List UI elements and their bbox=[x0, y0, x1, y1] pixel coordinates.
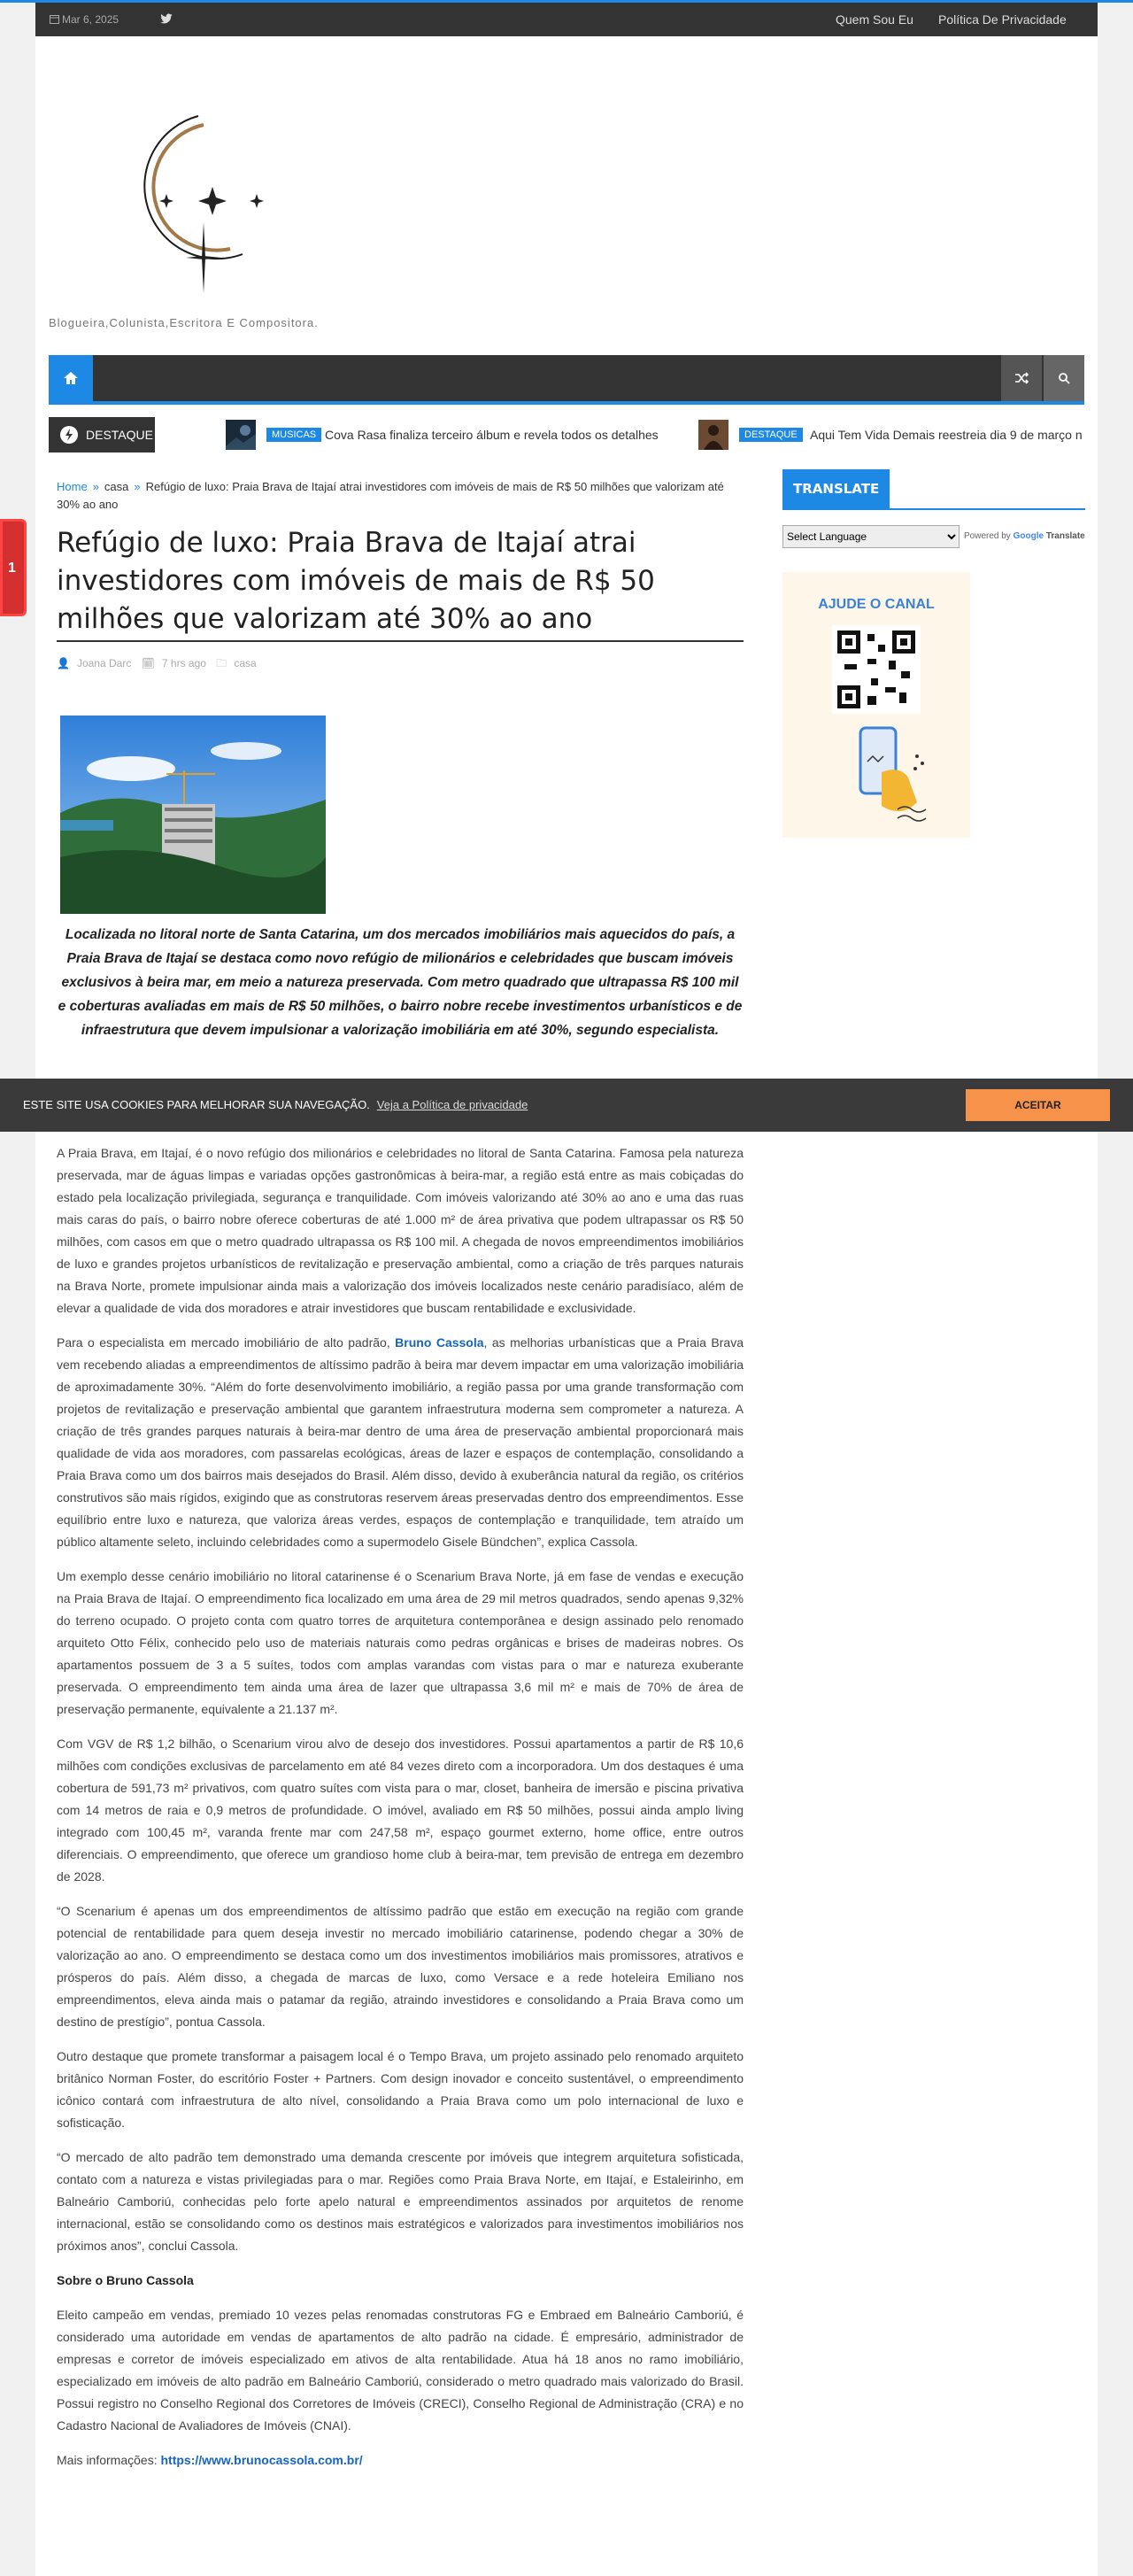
breadcrumb-separator-icon: » bbox=[92, 480, 99, 493]
top-bar bbox=[35, 3, 1098, 36]
ticker-label-text: DESTAQUE bbox=[86, 428, 153, 442]
article-paragraph: “O mercado de alto padrão tem demonstrado uma demanda crescente por imóveis que integrem arquitetura sofisticada, contato com a natureza e vistas privilegiadas para o mar. Regiões como Praia Brava Norte, em Itajaí, e Estaleirinho, em Balneário Camboriú, conhecidas pelo forte apelo natural e empreendimentos assinados por arquitetos de renome internacional, estão se consolidando como os destinos mais estratégicos e valorizados para investimentos imobiliários nos próximos anos”, conclui Cassola. bbox=[57, 2150, 744, 2253]
breadcrumb bbox=[57, 478, 744, 514]
translate-link[interactable]: Translate bbox=[1045, 531, 1085, 541]
article-body bbox=[57, 1142, 744, 2484]
more-info-label: Mais informações: bbox=[57, 2453, 161, 2467]
powered-by-google bbox=[964, 531, 1085, 541]
cookie-banner bbox=[0, 1079, 1133, 1132]
ticker-thumbnail bbox=[226, 420, 256, 450]
article-lead: Localizada no litoral norte de Santa Catarina, um dos mercados imobiliários mais aquecidos do país, a Praia Brava de Itajaí se destaca como novo refúgio de milionários e celebridades que buscam imóveis exclusivos à beira mar, em meio a natureza preservada. Com metro quadrado que ultrapassa R$ 100 mil e coberturas avaliadas em mais de R$ 50 milhões, o bairro nobre recebe investimentos urbanísticos e de infraestrutura que devem impulsionar a valorização imobiliária em até 30%, segundo especialista. bbox=[58, 927, 743, 1038]
banner-title: AJUDE O CANAL bbox=[818, 597, 935, 612]
author-icon: 👤 bbox=[57, 657, 70, 669]
article-paragraph: Eleito campeão em vendas, premiado 10 vezes pelas renomadas construtoras FG e Embraed em Balneário Camboriú, é considerado uma autoridade em vendas de apartamentos de alto padrão na cidade. É empresário, administrador de empresas e corretor de imóveis especializado em ativos de alta rentabilidade. Atua há 18 anos no ramo imobiliário, especializado em imóveis de alto padrão em Balneário Camboriú, considerado o metro quadrado mais valorizado do Brasil. Possui registro no Conselho Regional dos Corretores de Imóveis (CRECI), Conselho Regional de Administração (CRA) e no Cadastro Nacional de Avaliadores de Imóveis (CNAI). bbox=[57, 2308, 744, 2433]
article-author[interactable]: Joana Darc bbox=[76, 657, 132, 669]
google-logo[interactable]: Google bbox=[1013, 531, 1044, 541]
article-category[interactable]: casa bbox=[234, 657, 257, 669]
home-icon bbox=[62, 369, 80, 387]
support-channel-banner[interactable] bbox=[782, 572, 970, 838]
date-display bbox=[50, 13, 119, 26]
home-button[interactable] bbox=[49, 355, 93, 401]
nav-link-privacy-policy[interactable]: Política De Privacidade bbox=[938, 12, 1067, 27]
folder-icon: 🗀 bbox=[216, 657, 227, 669]
more-info bbox=[57, 2449, 744, 2472]
breadcrumb-category[interactable]: casa bbox=[104, 480, 129, 493]
article-paragraph: Com VGV de R$ 1,2 bilhão, o Scenarium virou alvo de desejo dos investidores. Possui apartamentos a partir de R$ 10,6 milhões com condições exclusivas de parcelamento em até 84 vezes direto com a incorporadora. Um dos destaques é uma cobertura de 591,73 m² privativos, com quatro suítes com vista para o mar, closet, banheira de imersão e piscina privativa com 14 metros de raia e 0,9 metros de profundidade. O imóvel, avaliado em R$ 50 milhões, possui ainda amplo living integrado com 100,45 m², varanda frente mar com 247,58 m², espaço gourmet externo, home office, entre outros diferenciais. O empreendimento, que oferece um grandioso home club à beira-mar, tem previsão de entrega em dezembro de 2028. bbox=[57, 1737, 744, 1884]
accept-cookies-button[interactable]: ACEITAR bbox=[966, 1089, 1110, 1121]
translate-widget-title-text: TRANSLATE bbox=[782, 469, 890, 508]
shuffle-icon bbox=[1014, 371, 1029, 385]
main-navbar bbox=[49, 355, 1084, 405]
breadcrumb-home[interactable]: Home bbox=[57, 480, 88, 493]
breadcrumb-current: Refúgio de luxo: Praia Brava de Itajaí atrai investidores com imóveis de mais de R$ 50 milhões que valorizam até 30% ao ano bbox=[57, 480, 724, 511]
article-title: Refúgio de luxo: Praia Brava de Itajaí atrai investidores com imóveis de mais de R$ 50 milhões que valorizam até 30% ao ano bbox=[57, 524, 744, 642]
clock-icon: 🗓 bbox=[141, 657, 155, 669]
ticker-title[interactable]: Cova Rasa finaliza terceiro álbum e revela todos os detalhes bbox=[325, 428, 659, 442]
language-select[interactable] bbox=[782, 525, 960, 548]
site-tagline: Blogueira,Colunista,Escritora E Compositora. bbox=[49, 316, 319, 329]
bruno-cassola-link[interactable]: Bruno Cassola bbox=[395, 1335, 484, 1350]
twitter-icon[interactable] bbox=[159, 12, 173, 26]
ticker-item[interactable] bbox=[226, 417, 659, 453]
article-time: 7 hrs ago bbox=[161, 657, 206, 669]
ticker-title[interactable]: Aqui Tem Vida Demais reestreia dia 9 de março n bbox=[810, 428, 1083, 442]
cookie-message-text: ESTE SITE USA COOKIES PARA MELHORAR SUA NAVEGAÇÃO. bbox=[23, 1098, 370, 1111]
article-hero-image bbox=[60, 716, 326, 914]
bolt-icon bbox=[59, 425, 79, 445]
article-paragraph: “O Scenarium é apenas um dos empreendimentos de altíssimo padrão que estão em execução na região com grande potencial de rentabilidade para quem deseja investir no mercado imobiliário catarinense, podendo chegar a 30% de valorização ao ano. O empreendimento se destaca como um dos investimentos imobiliários mais promissores, atrativos e prósperos do país. Além disso, a chegada de marcas de luxo, como Versace e a rede hoteleira Emiliano nos empreendimentos, eleva ainda mais o patamar da região, atraindo investidores e consolidando a Praia Brava como um destino de prestígio”, pontua Cassola. bbox=[57, 1904, 744, 2029]
privacy-policy-link[interactable]: Veja a Política de privacidade bbox=[376, 1098, 528, 1111]
paragraph-text: Para o especialista em mercado imobiliário de alto padrão, bbox=[57, 1335, 396, 1350]
date-text: Mar 6, 2025 bbox=[62, 13, 119, 26]
powered-by-label: Powered by bbox=[964, 531, 1011, 541]
news-ticker bbox=[49, 417, 1084, 454]
cookie-message bbox=[23, 1098, 528, 1111]
search-icon bbox=[1058, 372, 1070, 384]
site-logo[interactable] bbox=[97, 89, 283, 320]
search-button[interactable] bbox=[1044, 355, 1084, 401]
ticker-category-badge[interactable]: MUSICAS bbox=[266, 428, 321, 442]
ticker-label bbox=[49, 417, 155, 453]
qr-phone-illustration bbox=[782, 572, 970, 838]
about-heading: Sobre o Bruno Cassola bbox=[57, 2273, 194, 2287]
paragraph-text: , as melhorias urbanísticas que a Praia Brava vem recebendo aliadas a empreendimentos de altíssimo padrão à beira mar devem impactar em uma valorização imobiliária de aproximadamente 30%. “Além do forte desenvolvimento imobiliário, a região passa por uma grande transformação com projetos de revitalização e preservação ambiental que garantem infraestrutura moderna sem comprometer a natureza. A criação de três grandes parques naturais à beira-mar dentro de uma área de preservação ambiental proporcionará mais qualidade de vida aos moradores, com passarelas ecológicas, áreas de lazer e espaços de contemplação, consolidando a Praia Brava como um dos bairros mais desejados do Brasil. Além disso, devido à exuberância natural da região, os critérios construtivos são mais rígidos, exigindo que as construtoras reservem áreas preservadas dentro dos empreendimentos. Esse equilíbrio entre luxo e natureza, que valoriza áreas verdes, espaços de contemplação e tranquilidade, tem atraído um público altamente seleto, incluindo celebridades como a supermodelo Gisele Bündchen”, explica Cassola. bbox=[57, 1335, 744, 1549]
translate-widget-title bbox=[782, 469, 1085, 510]
nav-link-quem-sou-eu[interactable]: Quem Sou Eu bbox=[836, 12, 913, 27]
article-paragraph: Outro destaque que promete transformar a paisagem local é o Tempo Brava, um projeto assinado pelo renomado arquiteto britânico Norman Foster, do escritório Foster + Partners. Com design inovador e conceito sustentável, o empreendimento icônico contará com infraestrutura de alto nível, consolidando a Praia Brava como um polo internacional de luxo e sofisticação. bbox=[57, 2049, 744, 2130]
article-paragraph bbox=[57, 1332, 744, 1553]
ticker-item[interactable] bbox=[698, 417, 1084, 453]
random-post-button[interactable] bbox=[1001, 355, 1042, 401]
ticker-thumbnail bbox=[698, 420, 728, 450]
article-meta bbox=[57, 655, 264, 674]
website-link[interactable]: https://www.brunocassola.com.br/ bbox=[160, 2453, 363, 2467]
article-paragraph: A Praia Brava, em Itajaí, é o novo refúgio dos milionários e celebridades no litoral de Santa Catarina. Famosa pela natureza preservada, mar de águas limpas e variadas opções gastronômicas à beira-mar, a região está entre as mais cobiçadas do estado pela localização privilegiada, segurança e tranquilidade. Com imóveis valorizando até 30% ao ano e uma das ruas mais caras do país, o bairro nobre oferece coberturas de até 1.000 m² de área privativa que podem ultrapassar os R$ 50 milhões, com casos em que o metro quadrado ultrapassa os R$ 100 mil. A chegada de novos empreendimentos imobiliários de luxo e grandes projetos urbanísticos de revitalização e preservação ambiental, como a criação de três parques naturais na Brava Norte, promete impulsionar ainda mais a valorização dos imóveis localizados neste cenário paradisíaco, além de elevar a qualidade de vida dos moradores e atrair investidores que buscam rentabilidade e exclusividade. bbox=[57, 1146, 744, 1315]
breadcrumb-separator-icon: » bbox=[134, 480, 141, 493]
side-tab-label: 1 bbox=[8, 561, 16, 576]
side-floating-tab[interactable] bbox=[0, 519, 27, 616]
ticker-category-badge[interactable]: DESTAQUE bbox=[739, 428, 803, 442]
article-paragraph: Um exemplo desse cenário imobiliário no litoral catarinense é o Scenarium Brava Norte, já em fase de vendas e execução na Praia Brava de Itajaí. O empreendimento fica localizado em uma área de 29 mil metros quadrados, sendo apenas 9,32% do terreno ocupado. O projeto conta com quatro torres de arquitetura contemporânea e design assinado pelo renomado arquiteto Otto Félix, conhecido pelo uso de materiais naturais como pedras orgânicas e brises de madeiras nobres. Os apartamentos possuem de 3 a 5 suítes, todos com amplas varandas com vistas para o mar e natureza exuberante preservada. O empreendimento tem ainda uma área de lazer que ultrapassa 3,6 mil m² e mais de 70% de área de preservação permanente, equivalente a 21.137 m². bbox=[57, 1569, 744, 1716]
calendar-icon bbox=[50, 14, 59, 24]
